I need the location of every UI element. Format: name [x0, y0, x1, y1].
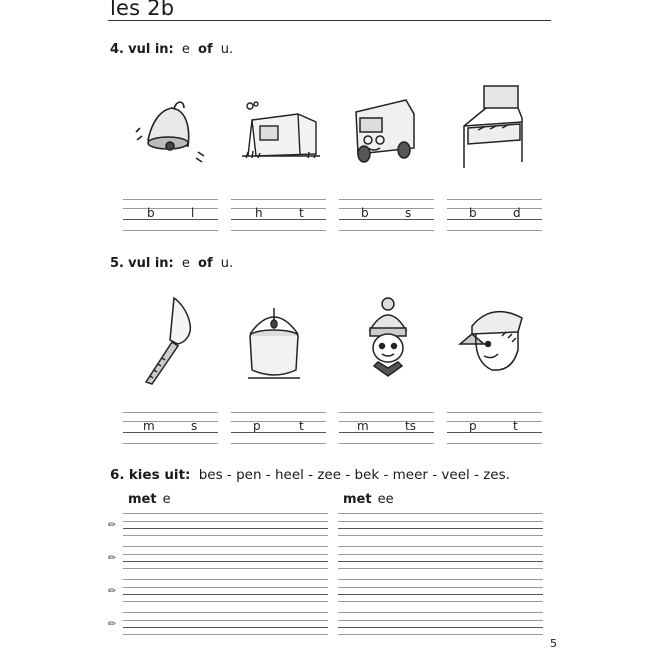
answer-lines-ee-2[interactable] [338, 546, 543, 570]
exercise-4-title [110, 42, 233, 57]
exercise-5-instruction: vul in: [128, 256, 174, 271]
exercise-4-vowel-1: e [181, 42, 190, 57]
last-letter: d [513, 206, 521, 220]
writing-line-top [231, 199, 326, 200]
ex5-writing-4[interactable] [447, 412, 542, 446]
writing-line-top [123, 199, 218, 200]
ex5-writing-1[interactable] [123, 412, 218, 446]
bed-icon [456, 82, 530, 174]
writing-line-base [123, 432, 218, 433]
last-letter: t [299, 206, 304, 220]
writing-line-base [231, 432, 326, 433]
last-letter: t [513, 419, 518, 433]
pencil-icon: ✏ [108, 619, 117, 630]
last-letter: ts [405, 419, 416, 433]
ex4-writing-4[interactable] [447, 199, 542, 233]
exercise-5-vowel-2: u. [220, 256, 234, 271]
answer-lines-ee-1[interactable] [338, 513, 543, 537]
cap-icon [458, 300, 528, 378]
ex4-writing-3[interactable] [339, 199, 434, 233]
exercise-6-number: 6. [110, 467, 125, 483]
writing-line-mid [123, 421, 218, 422]
writing-line-top [339, 412, 434, 413]
exercise-6-title [110, 467, 510, 483]
hut-icon [238, 96, 324, 164]
writing-line-top [447, 412, 542, 413]
writing-line-bottom [447, 443, 542, 444]
writing-line-mid [339, 421, 434, 422]
ex5-writing-3[interactable] [339, 412, 434, 446]
answer-lines-ee-4[interactable] [338, 612, 543, 636]
exercise-4-instruction: vul in: [128, 42, 174, 57]
last-letter: s [191, 419, 198, 433]
column-label-e-vowel: e [162, 492, 171, 507]
writing-line-mid [447, 421, 542, 422]
first-letter: m [143, 419, 155, 433]
first-letter: b [361, 206, 369, 220]
exercise-4-conj: of [198, 42, 213, 57]
ex4-writing-1[interactable] [123, 199, 218, 233]
exercise-5-conj: of [198, 256, 213, 271]
first-letter: m [357, 419, 369, 433]
pencil-icon: ✏ [108, 520, 117, 531]
knife-icon [140, 294, 200, 386]
writing-line-mid [231, 208, 326, 209]
writing-line-bottom [339, 230, 434, 231]
writing-line-mid [339, 208, 434, 209]
writing-line-base [339, 432, 434, 433]
beanie-icon [360, 296, 416, 382]
exercise-5-number: 5. [110, 256, 124, 271]
answer-lines-e-2[interactable] [123, 546, 328, 570]
writing-line-base [339, 219, 434, 220]
writing-line-bottom [339, 443, 434, 444]
exercise-4-number: 4. [110, 42, 124, 57]
answer-lines-e-3[interactable] [123, 579, 328, 603]
writing-line-top [447, 199, 542, 200]
writing-line-mid [231, 421, 326, 422]
exercise-4-vowel-2: u. [220, 42, 234, 57]
first-letter: b [469, 206, 477, 220]
first-letter: p [469, 419, 477, 433]
first-letter: b [147, 206, 155, 220]
pot-icon [244, 298, 304, 382]
bus-icon [346, 92, 420, 164]
writing-line-top [123, 412, 218, 413]
writing-line-mid [447, 208, 542, 209]
first-letter: p [253, 419, 261, 433]
exercise-5-title [110, 256, 233, 271]
writing-line-base [447, 432, 542, 433]
writing-line-bottom [231, 230, 326, 231]
answer-lines-ee-3[interactable] [338, 579, 543, 603]
column-label-ee-prefix: met [343, 492, 372, 507]
writing-line-bottom [447, 230, 542, 231]
pencil-icon: ✏ [108, 553, 117, 564]
writing-line-top [339, 199, 434, 200]
writing-line-top [231, 412, 326, 413]
writing-line-base [447, 219, 542, 220]
writing-line-bottom [123, 443, 218, 444]
page-title: les 2b [110, 0, 175, 20]
answer-lines-e-1[interactable] [123, 513, 328, 537]
bell-icon [132, 88, 212, 166]
column-label-ee [343, 492, 394, 507]
writing-line-mid [123, 208, 218, 209]
exercise-6-word-list: bes - pen - heel - zee - bek - meer - veel - zes. [198, 467, 510, 483]
column-label-e-prefix: met [128, 492, 157, 507]
answer-lines-e-4[interactable] [123, 612, 328, 636]
last-letter: l [191, 206, 195, 220]
writing-line-base [123, 219, 218, 220]
writing-line-bottom [123, 230, 218, 231]
column-label-ee-vowel: ee [377, 492, 394, 507]
exercise-5-vowel-1: e [181, 256, 190, 271]
last-letter: t [299, 419, 304, 433]
exercise-6-instruction: kies uit: [128, 467, 191, 483]
ex4-writing-2[interactable] [231, 199, 326, 233]
page-number: 5 [550, 637, 557, 650]
pencil-icon: ✏ [108, 586, 117, 597]
ex5-writing-2[interactable] [231, 412, 326, 446]
first-letter: h [255, 206, 263, 220]
column-label-e [128, 492, 171, 507]
writing-line-base [231, 219, 326, 220]
last-letter: s [405, 206, 412, 220]
writing-line-bottom [231, 443, 326, 444]
header-rule [108, 20, 551, 21]
